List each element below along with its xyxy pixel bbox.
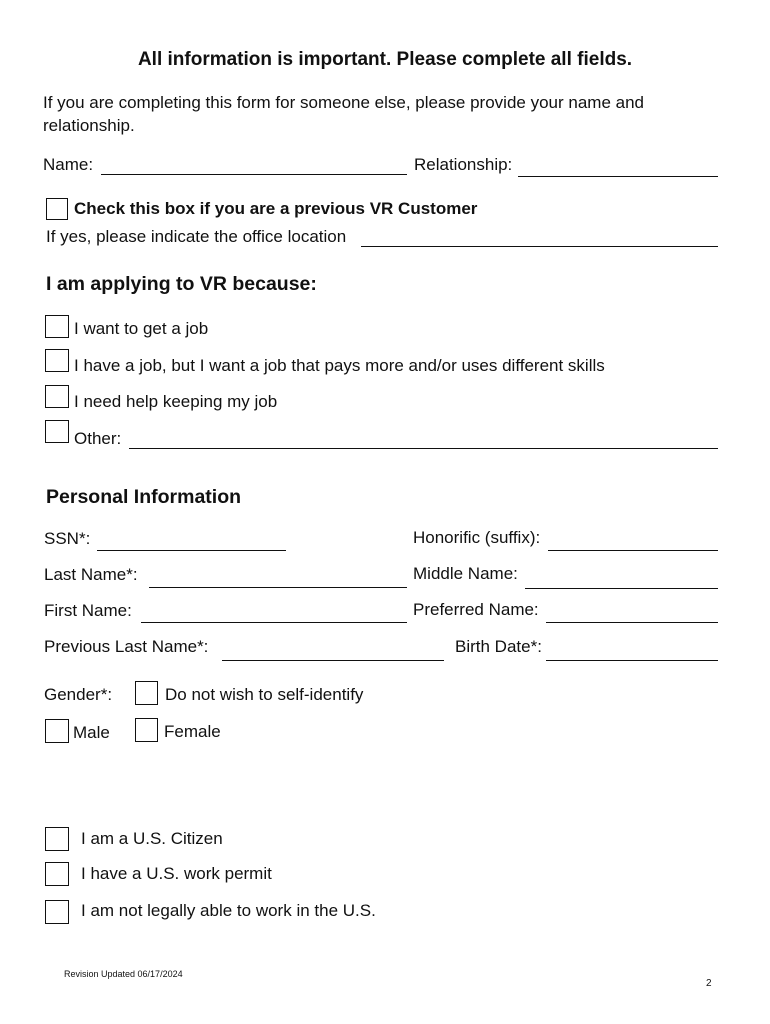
gender-male-checkbox[interactable]: [45, 719, 69, 743]
work-permit-label: I have a U.S. work permit: [81, 864, 272, 883]
first-name-field[interactable]: [141, 622, 407, 623]
personal-info-heading: Personal Information: [46, 486, 242, 508]
relationship-label: Relationship:: [414, 155, 513, 174]
intro-text-line1: If you are completing this form for someone else, please provide your name and: [43, 93, 644, 112]
option-get-job-checkbox[interactable]: [45, 315, 69, 338]
ssn-field[interactable]: [97, 550, 286, 551]
last-name-label: Last Name*:: [44, 565, 138, 584]
previous-last-name-field[interactable]: [222, 660, 444, 661]
option-better-job-label: I have a job, but I want a job that pays more and/or uses different skills: [74, 356, 605, 375]
applying-heading: I am applying to VR because:: [46, 273, 317, 295]
not-legal-label: I am not legally able to work in the U.S.: [81, 901, 376, 920]
proxy-name-label: Name:: [43, 155, 94, 174]
previous-customer-label: Check this box if you are a previous VR Customer: [74, 199, 478, 218]
first-name-label: First Name:: [44, 601, 132, 620]
other-reason-field[interactable]: [129, 448, 718, 449]
option-keep-job-checkbox[interactable]: [45, 385, 69, 408]
citizen-label: I am a U.S. Citizen: [81, 829, 223, 848]
option-other-checkbox[interactable]: [45, 420, 69, 443]
citizen-checkbox[interactable]: [45, 827, 69, 851]
previous-last-name-label: Previous Last Name*:: [44, 637, 209, 656]
middle-name-label: Middle Name:: [413, 564, 518, 583]
gender-male-label: Male: [73, 723, 110, 742]
page-number: 2: [706, 978, 712, 989]
gender-female-checkbox[interactable]: [135, 718, 158, 742]
gender-no-identify-checkbox[interactable]: [135, 681, 158, 705]
not-legal-checkbox[interactable]: [45, 900, 69, 924]
revision-date: Revision Updated 06/17/2024: [64, 969, 183, 979]
birth-date-field[interactable]: [546, 660, 718, 661]
page-title: All information is important. Please complete all fields.: [137, 49, 633, 70]
preferred-name-label: Preferred Name:: [413, 600, 539, 619]
option-other-label: Other:: [74, 429, 122, 448]
birth-date-label: Birth Date*:: [455, 637, 542, 656]
intro-text-line2: relationship.: [43, 116, 135, 135]
relationship-field[interactable]: [518, 176, 718, 177]
previous-customer-checkbox[interactable]: [46, 198, 68, 220]
option-keep-job-label: I need help keeping my job: [74, 392, 278, 411]
work-permit-checkbox[interactable]: [45, 862, 69, 886]
honorific-field[interactable]: [548, 550, 718, 551]
honorific-label: Honorific (suffix):: [413, 528, 541, 547]
option-get-job-label: I want to get a job: [74, 319, 209, 338]
gender-female-label: Female: [164, 722, 221, 741]
proxy-name-field[interactable]: [101, 174, 407, 175]
option-better-job-checkbox[interactable]: [45, 349, 69, 372]
office-location-field[interactable]: [361, 246, 718, 247]
gender-no-identify-label: Do not wish to self-identify: [165, 685, 364, 704]
gender-label: Gender*:: [44, 685, 113, 704]
last-name-field[interactable]: [149, 587, 407, 588]
preferred-name-field[interactable]: [546, 622, 718, 623]
office-location-label: If yes, please indicate the office location: [46, 227, 347, 246]
middle-name-field[interactable]: [525, 588, 718, 589]
ssn-label: SSN*:: [44, 529, 91, 548]
